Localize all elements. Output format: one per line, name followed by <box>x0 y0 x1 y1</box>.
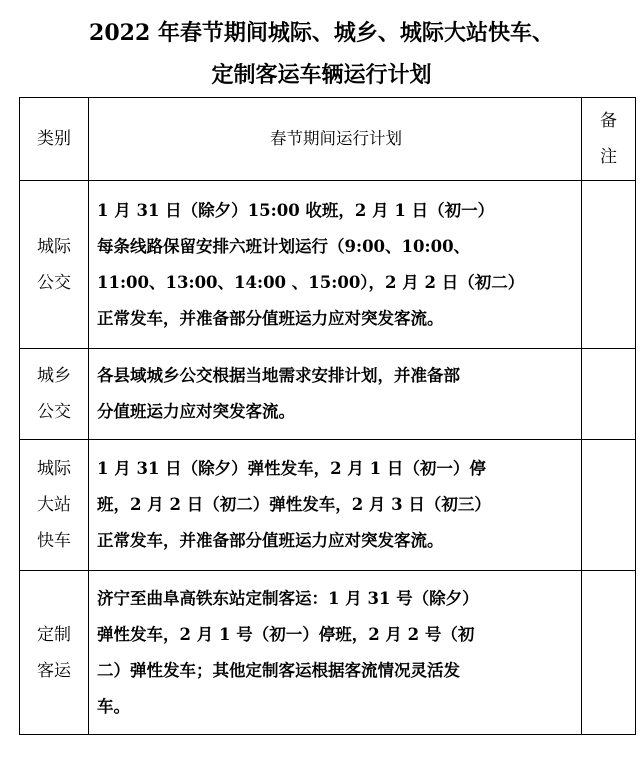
plan-line: 11:00、13:00、14:00 、15:00），2 月 2 日（初二） <box>97 272 525 292</box>
header-remark <box>582 98 636 181</box>
row-category <box>20 571 89 735</box>
row-category <box>20 181 89 349</box>
plan-line: 正常发车，并准备部分值班运力应对突发客流。 <box>97 531 444 550</box>
plan-line: 车。 <box>97 696 130 716</box>
plan-line: 班，2 月 2 日（初二）弹性发车，2 月 3 日（初三） <box>97 495 491 514</box>
header-category-text: 类别 <box>37 129 71 149</box>
table-row <box>20 181 636 349</box>
table-header-row <box>20 98 636 181</box>
header-remark-char-1: 备 <box>600 111 617 131</box>
row-remark <box>582 571 636 735</box>
row-plan <box>89 349 582 440</box>
category-line: 定制 <box>37 624 71 645</box>
plan-line: 各县域城乡公交根据当地需求安排计划，并准备部 <box>97 366 460 385</box>
header-remark-char-2: 注 <box>600 147 617 167</box>
plan-line: 1 月 31 日（除夕）弹性发车，2 月 1 日（初一）停 <box>97 459 486 478</box>
category-line: 快车 <box>37 531 71 551</box>
plan-line: 分值班运力应对突发客流。 <box>97 402 295 421</box>
plan-line: 每条线路保留安排六班计划运行（9:00、10:00、 <box>97 236 471 256</box>
schedule-table <box>19 97 636 735</box>
row-remark <box>582 349 636 440</box>
category-line: 客运 <box>37 660 71 681</box>
row-remark <box>582 181 636 349</box>
row-remark <box>582 440 636 571</box>
table-row <box>20 349 636 440</box>
row-plan <box>89 571 582 735</box>
row-plan <box>89 181 582 349</box>
row-plan <box>89 440 582 571</box>
plan-line: 二）弹性发车；其他定制客运根据客流情况灵活发 <box>97 660 460 680</box>
category-line: 公交 <box>37 272 71 293</box>
document-title-line-2: 定制客运车辆运行计划 <box>211 62 432 88</box>
plan-line: 济宁至曲阜高铁东站定制客运：1 月 31 号（除夕） <box>97 588 479 608</box>
category-line: 大站 <box>37 495 71 515</box>
category-line: 城际 <box>37 236 71 257</box>
document-title-line-1: 2022 年春节期间城际、城乡、城际大站快车、 <box>89 20 554 46</box>
plan-line: 正常发车，并准备部分值班运力应对突发客流。 <box>97 308 444 328</box>
category-line: 城际 <box>37 459 71 479</box>
category-line: 公交 <box>37 402 71 422</box>
table-row <box>20 571 636 735</box>
row-category <box>20 349 89 440</box>
header-plan-text: 春节期间运行计划 <box>270 129 402 148</box>
header-plan <box>89 98 582 181</box>
plan-line: 弹性发车，2 月 1 号（初一）停班，2 月 2 号（初 <box>97 624 475 644</box>
category-line: 城乡 <box>37 366 71 386</box>
row-category <box>20 440 89 571</box>
plan-line: 1 月 31 日（除夕）15:00 收班，2 月 1 日（初一） <box>97 200 495 220</box>
table-row <box>20 440 636 571</box>
header-category <box>20 98 89 181</box>
